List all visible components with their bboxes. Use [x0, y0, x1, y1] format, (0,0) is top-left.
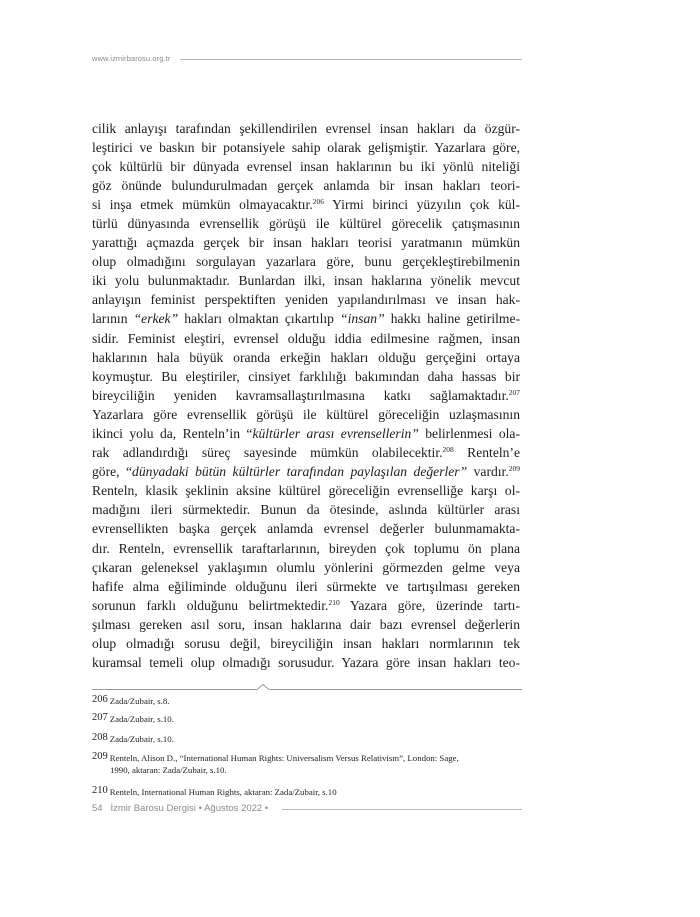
body-line: leştirici ve baskın bir potansiyele sahip olarak gelişmiştir. Yazarlara göre,	[92, 139, 520, 155]
page-footer	[92, 802, 522, 816]
footnote-number: 208	[92, 732, 108, 743]
footnote	[92, 785, 337, 798]
body-line: sorunun farklı olduğunu belirtmektedir.$^{210}$ Yazara göre, üzerinde tartı-	[92, 597, 520, 613]
footnote-text-continued: 1990, aktaran: Zada/Zubair, s.10.	[110, 765, 227, 775]
body-line: evrensellikten başka gerçek anlamda evrensel değerler bulunmamakta-	[92, 521, 520, 537]
body-line: kuramsal temeli olup olmadığı sorusudur. Yazara göre insan hakları teo-	[92, 655, 520, 671]
body-line: Renteln, klasik şeklinin aksine kültürel göreceliğin evrenselliğe karşı ol-	[92, 483, 520, 499]
page-header	[92, 52, 522, 66]
body-text	[92, 119, 520, 673]
footer-rule	[282, 809, 522, 810]
body-line: şılması gereken asıl soru, insan haklarına dair bazı evrensel değerlerin	[92, 616, 520, 632]
body-line: yarattığı açmazda gerçek bir insan hakları teorisi yaratmanın mümkün	[92, 235, 520, 251]
body-line: larının “erkek” hakları olmaktan çıkartılıp “insan” hakkı haline getirilme-	[92, 311, 521, 327]
footnote-number: 209	[92, 751, 108, 762]
page-number: 54	[92, 803, 103, 814]
body-line: Yazarlara göre evrensellik görüşü ile kültürel göreceliğin uzlaşmasının	[92, 406, 520, 422]
body-line: madığını ileri sürmektedir. Bunun da ötesinde, aslında kültürler arası	[92, 502, 520, 518]
footnote-ref: 208	[442, 445, 454, 455]
footnote-ref: 207	[508, 387, 520, 397]
footnote-text: Zada/Zubair, s.8.	[109, 696, 170, 706]
footnote	[92, 712, 174, 725]
header-url: www.izmirbarosu.org.tr	[92, 54, 171, 63]
footnote-text: Renteln, Alison D., “International Human Rights: Universalism Versus Relativism”, London: Sage,	[109, 753, 459, 763]
journal-title: İzmir Barosu Dergisi • Ağustos 2022 •	[110, 803, 269, 814]
body-line: anlayışın feminist perspektiften yeniden yapılandırılması ve insan hak-	[92, 292, 520, 308]
body-line: olup olmadığını sorgulayan yazarlara göre, bunu gerçekleştirebilmenin	[92, 254, 520, 270]
footnote-number: 206	[92, 694, 108, 705]
body-line: cilik anlayışı tarafından şekillendirilen evrensel insan hakları da özgür-	[92, 120, 520, 136]
footnote	[92, 694, 170, 707]
body-line: dır. Renteln, evrensellik taraftarlarının, bireyden çok toplumu ön plana	[92, 540, 520, 556]
footnote-ref: 206	[312, 196, 324, 206]
body-line: türlü dünyasında evrensellik görüşü ile kültürel görecelik çatışmasının	[92, 215, 520, 231]
footnote	[92, 751, 522, 776]
body-line: olup olmadığı sorusu değil, bireyciliğin insan hakları normlarının tek	[92, 636, 520, 652]
body-line: si inşa etmek mümkün olmayacaktır.$^{206}$ Yirmi birinci yüzyılın çok kül-	[92, 196, 520, 212]
footnote-text: Zada/Zubair, s.10.	[109, 734, 174, 744]
body-line: iki yolu bulunmaktadır. Bunlardan ilki, insan haklarına yönelik mevcut	[92, 273, 520, 289]
footnote-number: 210	[92, 785, 108, 796]
body-line: çok kültürlü bir dünyada evrensel insan haklarının bu iki yönlü niteliği	[92, 158, 520, 174]
body-line: sidir. Feminist eleştiri, evrensel olduğu iddia edilmesine rağmen, insan	[92, 330, 520, 346]
body-line: bireyciliğin yeniden kavramsallaştırılmasına katkı sağlamaktadır.$^{207}$	[92, 387, 520, 403]
footnote-rule-right	[269, 689, 522, 690]
footnote-ref: 209	[508, 464, 520, 474]
footer-text	[92, 802, 268, 816]
body-line: göz önünde bulundurulmadan gerçek anlamda bir insan hakları teori-	[92, 177, 520, 193]
body-line: göre, “dünyadaki bütün kültürler tarafından paylaşılan değerler” vardır.$^{209}$	[92, 464, 520, 480]
body-line: haklarının hala büyük oranda erkeğin hakları olduğu gerçeğini ortaya	[92, 349, 520, 365]
body-line: rak adlandırdığı süreç sayesinde mümkün olabilecektir.$^{208}$ Renteln’e	[92, 445, 520, 461]
header-rule	[180, 59, 522, 60]
body-line: koymuştur. Bu eleştiriler, cinsiyet farklılığı bakımından daha hassas bir	[92, 368, 520, 384]
body-line: hafife alma eğiliminde olduğunu ileri sürmekte ve tartışılması gereken	[92, 578, 520, 594]
body-line: ikinci yolu da, Renteln’in “kültürler arası evrensellerin” belirlenmesi ola-	[92, 426, 520, 441]
footnote	[92, 732, 174, 745]
footnote-rule-notch	[257, 684, 269, 690]
footnote-rule-left	[92, 689, 257, 690]
footnote-text: Renteln, International Human Rights, aktaran: Zada/Zubair, s.10	[109, 787, 337, 797]
footnote-number: 207	[92, 712, 108, 723]
body-line: çıkaran geleneksel yaklaşımın olumlu yönlerini görmezden gelme veya	[92, 559, 520, 575]
footnote-ref: 210	[328, 597, 340, 607]
footnote-text: Zada/Zubair, s.10.	[109, 714, 174, 724]
